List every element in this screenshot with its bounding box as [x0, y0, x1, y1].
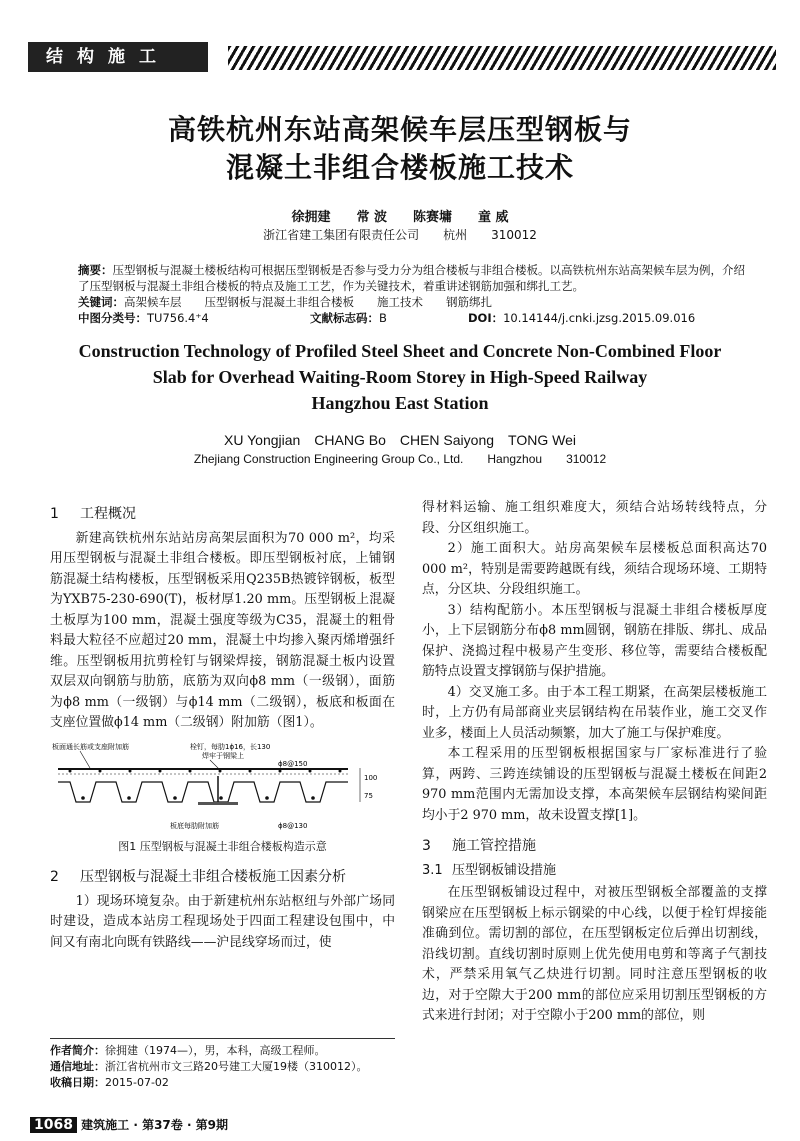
- figure-1: [50, 740, 395, 835]
- abstract-text: 压型钢板与混凝土楼板结构可根据压型钢板是否参与受力分为组合楼板与非组合楼板。以高铁杭州东站高架候车层为例，介绍了压型钢板与混凝土非组合楼板的特点及施工工艺，作为关键技术，着重讲述钢筋加强和绑扎工艺。: [78, 263, 745, 293]
- section-3-1-paragraph: 在压型钢板铺设过程中，对被压型钢板全部覆盖的支撑钢梁应在压型钢板上标示钢梁的中心线，以便于栓钉焊接能准确到位。需切割的部位，在压型钢板定位后弹出切割线，沿线切割。直线切割时原则上优先使用电剪和等离子气割技术，严禁采用氧气乙炔进行切割。同时注意压型钢板的收边，对于空隙大于200 mm的部位应采用切割压型钢板的方式来进行封闭；对于空隙小于200 mm的部位，则: [422, 885, 767, 1023]
- footnote-address: 浙江省杭州市文三路20号建工大厦19楼（310012）。: [105, 1060, 368, 1073]
- footnote-author: 徐拥建（1974—），男，本科，高级工程师。: [105, 1044, 326, 1057]
- authors-cn-affiliation: 浙江省建工集团有限责任公司 杭州 310012: [263, 228, 537, 242]
- section-2-title: 压型钢板与混凝土非组合楼板施工因素分析: [80, 869, 346, 885]
- keywords-row: [78, 294, 748, 310]
- section-2-heading: [50, 867, 395, 888]
- fig-profiled-sheet: [58, 782, 348, 802]
- right-paragraph-continued: 得材料运输、施工组织难度大，须结合站场转线特点，分段、分区组织施工。: [422, 500, 767, 536]
- author-footnote: [50, 1038, 395, 1091]
- doc-label: 文献标志码：: [310, 311, 379, 325]
- footnote-address-label: 通信地址：: [50, 1060, 105, 1073]
- authors-en-names: XU Yongjian CHANG Bo CHEN Saiyong TONG Wei: [224, 432, 576, 448]
- title-en-line3: Hangzhou East Station: [311, 393, 489, 413]
- section-1-paragraph: 新建高铁杭州东站站房高架层面积为70 000 m²，均采用压型钢板与混凝土非组合楼板。即压型钢板衬底，上铺钢筋混凝土结构楼板，压型钢板采用Q235B热镀锌钢板，板型为YXB75-230-690(T)，板材厚1.20 mm。压型钢板上混凝土板厚为100 mm，混凝土强度等级为C35，混凝土的粗骨料最大粒径不应超过20 mm，混凝土中均掺入聚丙烯增强纤维。压型钢板用抗剪栓钉与钢梁焊接，钢筋混凝土板内设置双层双向钢筋与肋筋，底筋为双向ϕ8 mm（一级钢），面筋为ϕ8 mm（一级钢）与ϕ14 mm（二级钢），板底和板面在支座位置做ϕ14 mm（二级钢）附加筋（图1）。: [50, 530, 395, 730]
- keywords: 高架候车层 压型钢板与混凝土非组合楼板 施工技术 钢筋绑扎: [124, 295, 492, 309]
- section-2-num: 2: [50, 869, 59, 885]
- keywords-label: 关键词：: [78, 295, 124, 309]
- section-2-paragraph-5: 本工程采用的压型钢板根据国家与厂家标准进行了验算，两跨、三跨连续铺设的压型钢板与混凝土楼板在间距2 970 mm范围内无需加设支撑，本高架候车层钢结构梁间距均小于2 970 mm，故未设置支撑[1]。: [422, 746, 767, 823]
- left-column: [50, 498, 395, 953]
- section-3-1-heading: [422, 861, 767, 882]
- section-2-paragraph-4: 4）交叉施工多。由于本工程工期紧，在高架层楼板施工时，上方仍有局部商业夹层钢结构在吊装作业，施工交叉作业多，楼面上人员活动频繁，加大了施工与保护难度。: [422, 684, 767, 741]
- title-en-line1: Construction Technology of Profiled Steel Sheet and Concrete Non-Combined Floor: [78, 341, 722, 361]
- banner-hatch: [228, 46, 776, 70]
- section-1-num: 1: [50, 506, 59, 522]
- section-2-paragraph-2: 2）施工面积大。站房高架候车层楼板总面积高达70 000 m²，特别是需要跨越既有线，须结合现场环境、工期特点，分区块、分段组织施工。: [422, 541, 767, 597]
- fig-label-top-mid: 栓钉，每肋1ϕ16，长130: [190, 742, 271, 751]
- section-3-num: 3: [422, 838, 431, 854]
- section-2-paragraph-3: 3）结构配筋小。本压型钢板与混凝土非组合楼板厚度小，上下层钢筋分布ϕ8 mm圆钢，钢筋在排版、绑扎、成品保护、浇捣过程中极易产生变形、移位等，需要结合楼板配筋特点设置支撑钢筋与保护措施。: [422, 602, 767, 679]
- fig-leader-line: [80, 751, 90, 768]
- footnote-date-row: [50, 1075, 395, 1091]
- classification-row: [78, 310, 748, 326]
- abstract-body: [78, 262, 748, 294]
- section-3-1-num: 3.1: [422, 862, 443, 878]
- clc-value: TU756.4⁺4: [147, 311, 209, 325]
- footnote-author-label: 作者简介：: [50, 1044, 105, 1057]
- figure-1-diagram: [50, 740, 395, 835]
- fig-top-rebar: [58, 768, 348, 770]
- footnote-author-row: [50, 1043, 395, 1059]
- doc-value: B: [379, 311, 387, 325]
- title-cn-line2: 混凝土非组合楼板施工技术: [225, 151, 574, 184]
- authors-cn-names: 徐拥建 常 波 陈赛墉 童 威: [291, 210, 509, 225]
- fig-dim-100: 100: [364, 773, 378, 782]
- right-column: [422, 498, 767, 1027]
- page-number: 1068: [30, 1117, 77, 1133]
- section-3-title: 施工管控措施: [452, 838, 536, 854]
- fig-label-top-mid2: 焊牢于钢梁上: [202, 751, 244, 760]
- section-banner: [28, 42, 776, 72]
- title-cn-line1: 高铁杭州东站高架候车层压型钢板与: [167, 113, 632, 146]
- banner-label: 结构施工: [28, 42, 208, 72]
- doi-label: DOI：: [468, 311, 504, 325]
- footnote-address-row: [50, 1059, 395, 1075]
- figure-1-caption: 图1 压型钢板与混凝土非组合楼板构造示意: [118, 839, 327, 853]
- page-footer: [30, 1116, 228, 1136]
- section-1-heading: [50, 504, 395, 525]
- fig-label-top-left: 板面通长筋或支座附加筋: [52, 742, 129, 751]
- fig-steel-beam: [198, 802, 238, 805]
- section-3-1-title: 压型钢板铺设措施: [452, 862, 557, 878]
- doi-value: 10.14144/j.cnki.jzsg.2015.09.016: [503, 311, 696, 325]
- journal-info: 建筑施工 · 第37卷 · 第9期: [81, 1118, 229, 1132]
- fig-label-top-right: ϕ8@150: [278, 759, 308, 768]
- section-3-heading: [422, 836, 767, 857]
- abstract-label: 摘要：: [78, 263, 113, 277]
- section-1-title: 工程概况: [80, 506, 136, 522]
- title-en-line2: Slab for Overhead Waiting-Room Storey in High-Speed Railway: [152, 367, 648, 387]
- footnote-date: 2015-07-02: [105, 1076, 169, 1089]
- authors-en-affiliation: Zhejiang Construction Engineering Group Co., Ltd. Hangzhou 310012: [193, 452, 607, 466]
- abstract: [78, 262, 748, 326]
- fig-label-bottom-right: ϕ8@130: [278, 821, 308, 830]
- fig-label-bottom-left: 板底每肋附加筋: [170, 821, 219, 830]
- footnote-date-label: 收稿日期：: [50, 1076, 105, 1089]
- clc-label: 中图分类号：: [78, 311, 147, 325]
- fig-dim-75: 75: [364, 791, 373, 800]
- section-2-paragraph-1: 1）现场环境复杂。由于新建杭州东站枢纽与外部广场同时建设，造成本站房工程现场处于四面工程建设包围中，中间又有南北向既有铁路线——沪昆线穿场而过，使: [50, 893, 395, 950]
